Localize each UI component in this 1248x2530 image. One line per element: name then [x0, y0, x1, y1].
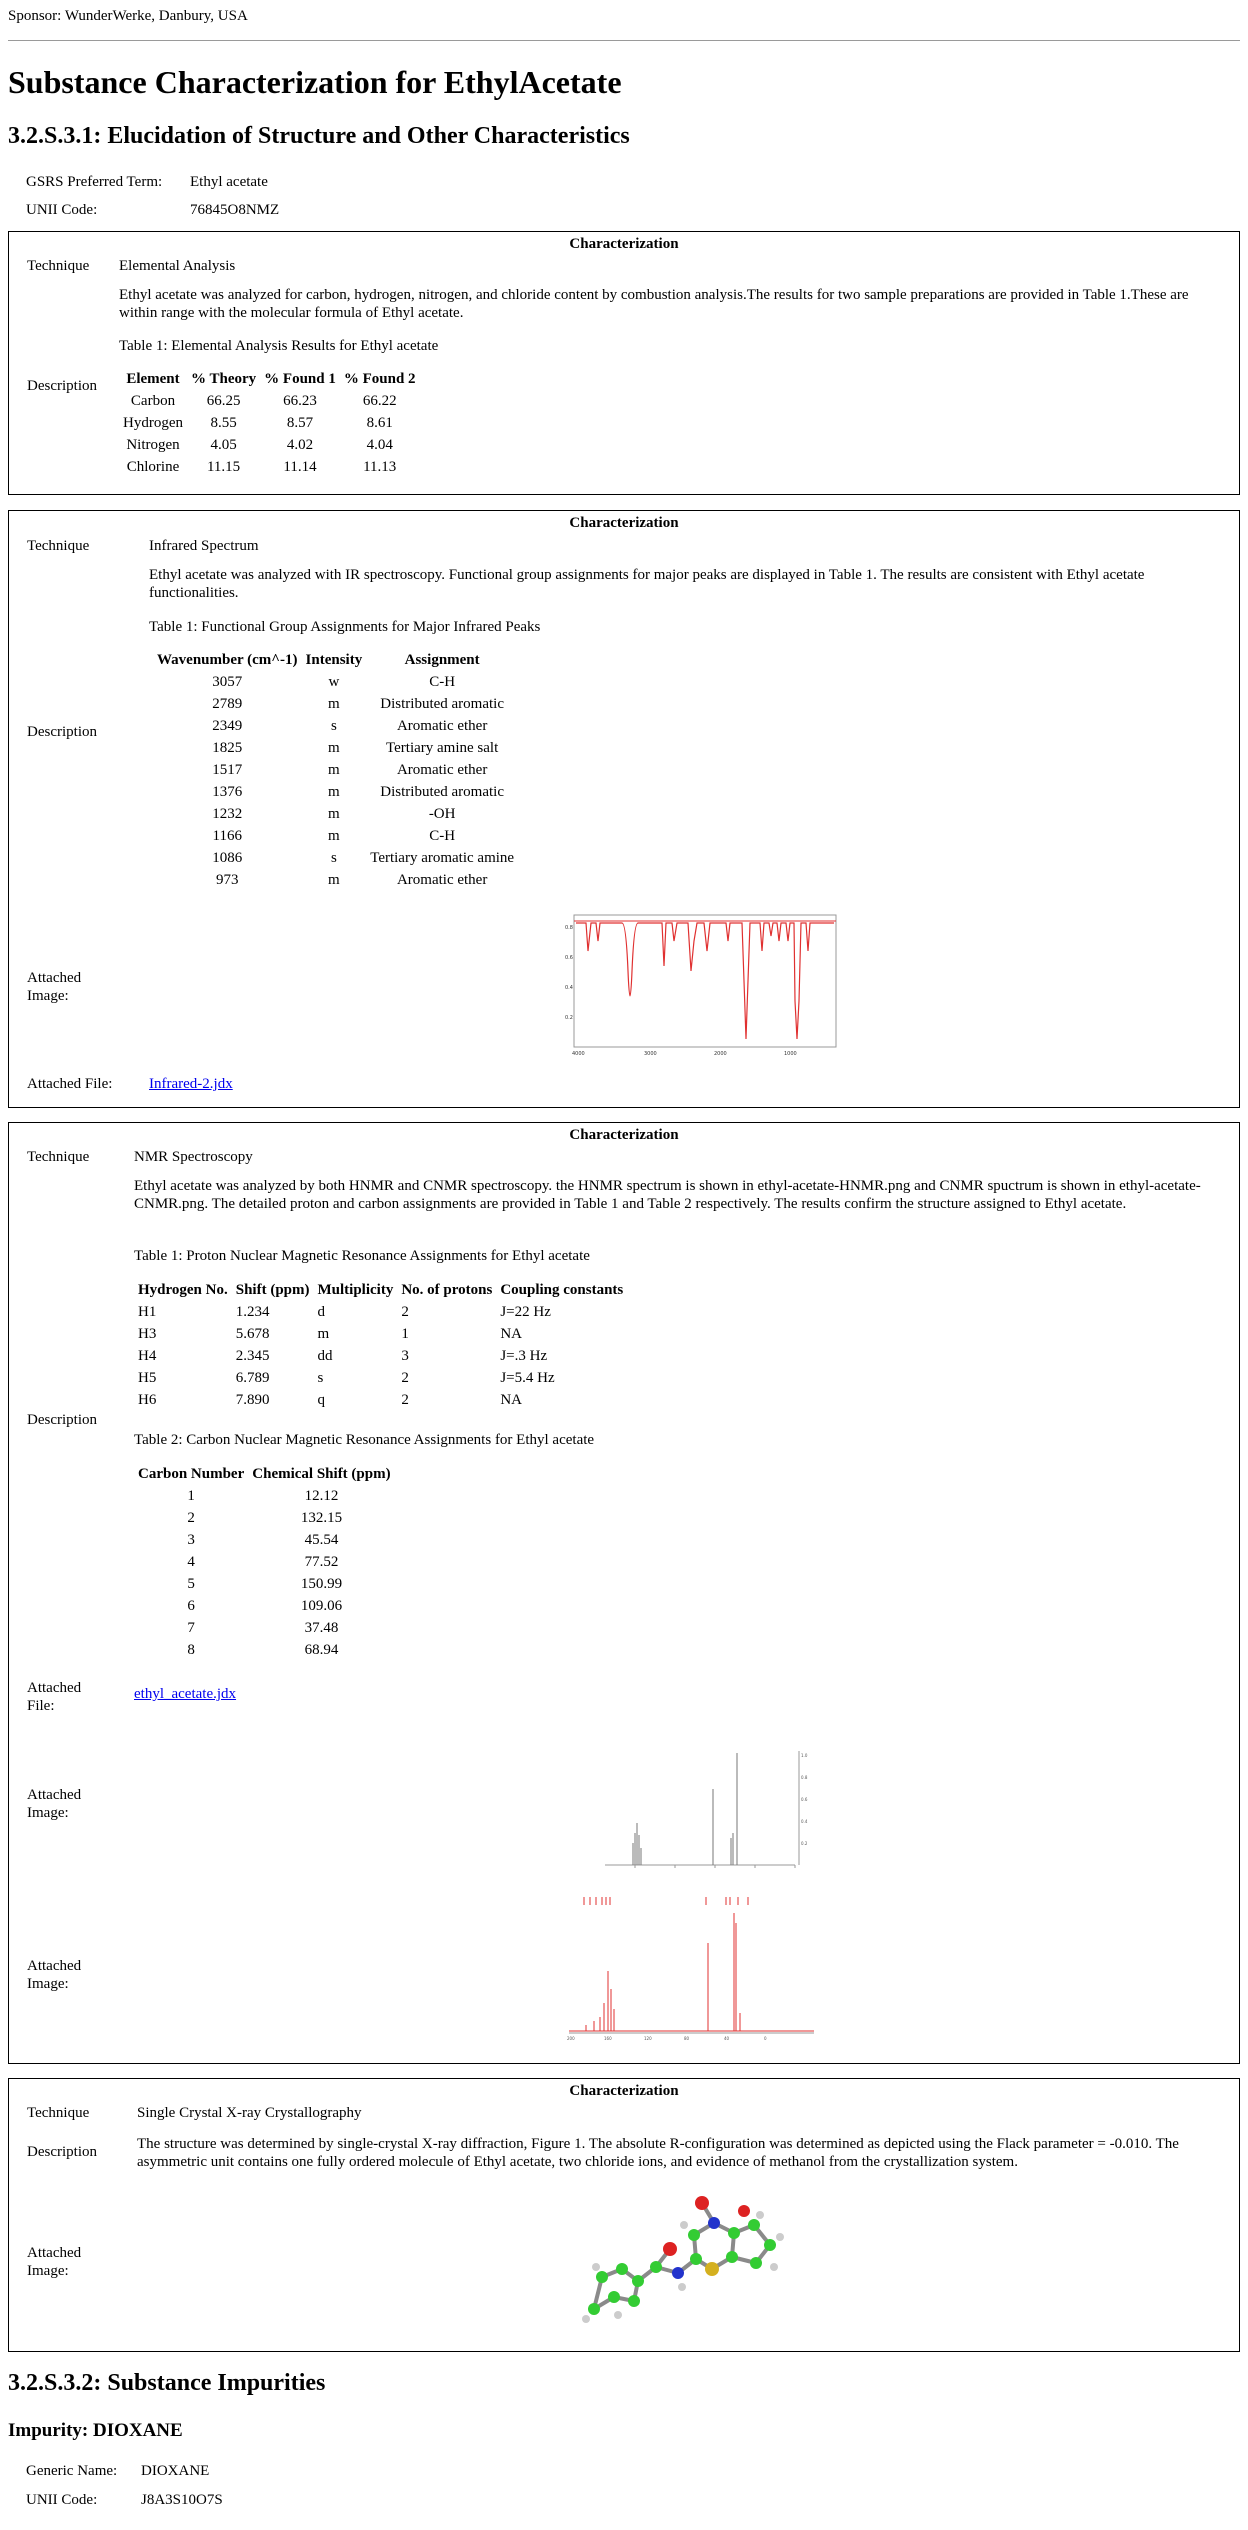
sponsor-line: Sponsor: WunderWerke, Danbury, USA	[8, 8, 248, 24]
column-header: % Found 1	[264, 370, 336, 387]
table-cell: m	[317, 1325, 330, 1342]
svg-text:0.2: 0.2	[801, 1841, 808, 1846]
table-cell: Chlorine	[126, 458, 180, 475]
table-cell: 2349	[212, 717, 243, 734]
table-row	[134, 1595, 395, 1617]
carbon-nmr-table	[134, 1463, 395, 1661]
svg-text:40: 40	[724, 2036, 730, 2041]
table-row	[153, 737, 518, 759]
technique-label: Technique	[27, 1149, 90, 1165]
table-row	[153, 847, 518, 869]
svg-text:160: 160	[604, 2036, 612, 2041]
svg-text:80: 80	[684, 2036, 690, 2041]
table-cell: m	[328, 805, 340, 822]
table-cell: H3	[138, 1325, 157, 1342]
table-cell: J=.3 Hz	[500, 1347, 548, 1364]
section-heading-impurities: 3.2.S.3.2: Substance Impurities	[8, 2370, 326, 2396]
description-label: Description	[27, 724, 97, 740]
table-cell: 1825	[212, 739, 243, 756]
technique-label: Technique	[27, 538, 90, 554]
description-label: Description	[27, 1412, 97, 1428]
column-header: Intensity	[305, 651, 363, 668]
characterization-title: Characterization	[569, 2083, 679, 2099]
table-cell: 1	[187, 1487, 195, 1504]
table-cell: 2.345	[235, 1347, 270, 1364]
table-cell: H1	[138, 1303, 157, 1320]
characterization-xray	[8, 2078, 1240, 2352]
technique-value: Infrared Spectrum	[149, 538, 259, 554]
table-cell: 4.02	[286, 436, 314, 453]
attached-image-label: Attached Image:	[27, 970, 82, 1004]
svg-text:1000: 1000	[784, 1051, 797, 1057]
table-cell: 1	[401, 1325, 409, 1342]
table-cell: 4.05	[210, 436, 237, 453]
attached-file-label: Attached File:	[27, 1680, 82, 1714]
table-header-row	[119, 368, 420, 390]
column-header: Element	[126, 370, 180, 387]
table-cell: 3	[401, 1347, 409, 1364]
table-cell: s	[330, 717, 337, 734]
table-row	[134, 1529, 395, 1551]
table-cell: dd	[317, 1347, 333, 1364]
table-row	[153, 781, 518, 803]
table-cell: m	[328, 827, 340, 844]
table-row	[153, 869, 518, 891]
table-cell: m	[328, 695, 340, 712]
technique-value: NMR Spectroscopy	[134, 1149, 253, 1165]
svg-text:0.4: 0.4	[801, 1819, 808, 1824]
header-divider	[8, 40, 1240, 41]
table-cell: 1.234	[235, 1303, 270, 1320]
table-cell: 2	[187, 1509, 195, 1526]
table-cell: m	[328, 739, 340, 756]
attached-file-label: Attached File:	[27, 1076, 113, 1092]
table-row	[153, 803, 518, 825]
table-row	[119, 434, 420, 456]
description-text: Ethyl acetate was analyzed for carbon, hydrogen, nitrogen, and chloride content by combustion analysis.The results for two sample preparations are provided in Table 1.These are within range with the molecular formula of Ethyl acetate.	[119, 287, 1189, 321]
table-cell: 66.25	[206, 392, 241, 409]
table-row	[119, 390, 420, 412]
table-cell: 5.678	[235, 1325, 270, 1342]
column-header: % Theory	[191, 370, 257, 387]
infrared-spectrum-image	[564, 911, 839, 1061]
impurity-title: Impurity: DIOXANE	[8, 2420, 183, 2441]
table-cell: 11.15	[206, 458, 241, 475]
generic-name-value: DIOXANE	[141, 2463, 210, 2479]
table-cell: 3057	[212, 673, 243, 690]
table-cell: 109.06	[300, 1597, 343, 1614]
table-cell: 12.12	[304, 1487, 339, 1504]
attached-image-label: Attached Image:	[27, 1958, 82, 1992]
description-text: The structure was determined by single-crystal X-ray diffraction, Figure 1. The absolute R-configuration was determined as depicted using the Flack parameter = -0.010. The asymmetric unit contains one fully ordered molecule of Ethyl acetate, two chloride ions, and evidence of methanol from the crystallization system.	[137, 2136, 1179, 2170]
table-row	[119, 456, 420, 478]
svg-text:0.8: 0.8	[801, 1775, 808, 1780]
section-heading-elucidation: 3.2.S.3.1: Elucidation of Structure and Other Characteristics	[8, 123, 630, 149]
table-cell: 4.04	[366, 436, 393, 453]
table-cell: d	[317, 1303, 325, 1320]
table-cell: -OH	[428, 805, 456, 822]
table-cell: Tertiary aromatic amine	[370, 849, 515, 866]
table-row	[134, 1301, 627, 1323]
table-cell: 1517	[212, 761, 243, 778]
table-cell: J=22 Hz	[500, 1303, 551, 1320]
table-cell: 2	[401, 1391, 409, 1408]
table-row	[134, 1507, 395, 1529]
infrared-file-link[interactable]: Infrared-2.jdx	[149, 1076, 233, 1092]
svg-text:200: 200	[567, 2036, 575, 2041]
table-cell: w	[328, 673, 340, 690]
table-row	[153, 715, 518, 737]
unii-value: 76845O8NMZ	[190, 202, 280, 218]
table-cell: 1232	[212, 805, 243, 822]
table-row	[153, 671, 518, 693]
table-cell: NA	[500, 1391, 522, 1408]
generic-name-label: Generic Name:	[26, 2463, 118, 2479]
svg-text:4000: 4000	[572, 1051, 585, 1057]
gsrs-label: GSRS Preferred Term:	[26, 174, 163, 190]
table-cell: Nitrogen	[126, 436, 180, 453]
description-label: Description	[27, 378, 97, 394]
table-cell: J=5.4 Hz	[500, 1369, 555, 1386]
attached-image-label: Attached Image:	[27, 2245, 82, 2279]
table-cell: Carbon	[130, 392, 176, 409]
table-row	[134, 1573, 395, 1595]
table-cell: 11.13	[363, 458, 397, 475]
table-cell: 973	[216, 871, 239, 888]
characterization-elemental-analysis	[8, 231, 1240, 495]
column-header: Assignment	[404, 651, 480, 668]
unii-label: UNII Code:	[26, 2492, 98, 2508]
attached-image-label: Attached Image:	[27, 1787, 82, 1821]
svg-text:1.0: 1.0	[801, 1753, 808, 1758]
table-row	[119, 412, 420, 434]
description-text: Ethyl acetate was analyzed by both HNMR and CNMR spectroscopy. the HNMR spectrum is shown in ethyl-acetate-HNMR.png and CNMR spuctrum is shown in ethyl-acetate-CNMR.png. The detailed proton and carbon assignments are provided in Table 1 and Table 2 respectively. The results confirm the structure assigned to Ethyl acetate.	[134, 1178, 1201, 1212]
column-header: Hydrogen No.	[138, 1281, 228, 1298]
table-caption: Table 2: Carbon Nuclear Magnetic Resonance Assignments for Ethyl acetate	[134, 1432, 595, 1448]
table-row	[134, 1551, 395, 1573]
table-cell: 4	[187, 1553, 195, 1570]
table-cell: C-H	[429, 673, 456, 690]
elemental-analysis-table	[119, 368, 420, 478]
table-row	[134, 1485, 395, 1507]
table-cell: m	[328, 871, 340, 888]
svg-text:2000: 2000	[714, 1051, 727, 1057]
table-row	[153, 825, 518, 847]
table-caption: Table 1: Elemental Analysis Results for Ethyl acetate	[119, 338, 439, 354]
svg-text:0.6: 0.6	[565, 955, 573, 961]
table-cell: H6	[138, 1391, 157, 1408]
svg-text:120: 120	[644, 2036, 652, 2041]
column-header: % Found 2	[343, 370, 416, 387]
crystal-structure-image	[574, 2189, 804, 2339]
characterization-title: Characterization	[569, 236, 679, 252]
table-cell: 8.57	[286, 414, 314, 431]
table-cell: s	[330, 849, 337, 866]
technique-label: Technique	[27, 258, 90, 274]
table-cell: Aromatic ether	[396, 871, 488, 888]
column-header: Wavenumber (cm^-1)	[157, 651, 298, 668]
table-cell: 150.99	[300, 1575, 343, 1592]
hnmr-spectrum-image	[595, 1743, 815, 1883]
table-cell: Distributed aromatic	[380, 783, 504, 800]
table-cell: 5	[187, 1575, 195, 1592]
svg-text:0.2: 0.2	[565, 1015, 573, 1021]
table-cell: m	[328, 761, 340, 778]
table-cell: s	[317, 1369, 324, 1386]
table-cell: Distributed aromatic	[380, 695, 504, 712]
svg-text:0.6: 0.6	[801, 1797, 808, 1802]
svg-text:0.8: 0.8	[565, 925, 573, 931]
table-cell: q	[317, 1391, 325, 1408]
table-cell: H4	[138, 1347, 157, 1364]
technique-value: Single Crystal X-ray Crystallography	[137, 2105, 362, 2121]
technique-value: Elemental Analysis	[119, 258, 236, 274]
table-header-row	[134, 1279, 627, 1301]
unii-label: UNII Code:	[26, 202, 98, 218]
proton-nmr-table	[134, 1279, 627, 1411]
nmr-file-link[interactable]: ethyl_acetate.jdx	[134, 1686, 237, 1702]
table-row	[134, 1639, 395, 1661]
gsrs-value: Ethyl acetate	[190, 174, 268, 190]
table-row	[134, 1389, 627, 1411]
characterization-infrared	[8, 510, 1240, 1108]
table-caption: Table 1: Functional Group Assignments for Major Infrared Peaks	[149, 619, 541, 635]
column-header: Shift (ppm)	[235, 1281, 310, 1298]
table-cell: 66.22	[362, 392, 397, 409]
table-cell: 1086	[212, 849, 243, 866]
table-cell: 11.14	[283, 458, 317, 475]
table-cell: 2	[401, 1303, 409, 1320]
table-header-row	[134, 1463, 395, 1485]
column-header: Multiplicity	[317, 1281, 394, 1298]
table-cell: 7	[187, 1619, 195, 1636]
table-row	[134, 1345, 627, 1367]
table-row	[134, 1323, 627, 1345]
table-cell: 2789	[212, 695, 243, 712]
table-cell: 45.54	[304, 1531, 339, 1548]
table-cell: Aromatic ether	[396, 717, 488, 734]
table-cell: NA	[500, 1325, 522, 1342]
column-header: No. of protons	[401, 1281, 493, 1298]
table-cell: 132.15	[300, 1509, 343, 1526]
column-header: Chemical Shift (ppm)	[252, 1465, 391, 1482]
table-row	[134, 1617, 395, 1639]
svg-text:0.4: 0.4	[565, 985, 573, 991]
table-caption: Table 1: Proton Nuclear Magnetic Resonance Assignments for Ethyl acetate	[134, 1248, 590, 1264]
table-cell: 77.52	[304, 1553, 339, 1570]
characterization-title: Characterization	[569, 515, 679, 531]
svg-text:3000: 3000	[644, 1051, 657, 1057]
table-cell: 8	[187, 1641, 195, 1658]
unii-value: J8A3S10O7S	[141, 2492, 223, 2508]
table-cell: 37.48	[304, 1619, 339, 1636]
table-cell: Tertiary amine salt	[386, 739, 499, 756]
table-cell: 1166	[212, 827, 242, 844]
table-row	[153, 759, 518, 781]
table-cell: 2	[401, 1369, 409, 1386]
table-cell: 8.55	[210, 414, 237, 431]
table-cell: H5	[138, 1369, 157, 1386]
table-cell: 3	[187, 1531, 195, 1548]
table-row	[134, 1367, 627, 1389]
cnmr-spectrum-image	[564, 1893, 824, 2043]
technique-label: Technique	[27, 2105, 90, 2121]
table-cell: Aromatic ether	[396, 761, 488, 778]
description-label: Description	[27, 2144, 97, 2160]
table-cell: m	[328, 783, 340, 800]
table-row	[153, 693, 518, 715]
table-cell: 8.61	[366, 414, 393, 431]
table-cell: Hydrogen	[123, 414, 183, 431]
table-cell: 66.23	[283, 392, 317, 409]
characterization-nmr	[8, 1122, 1240, 2064]
table-cell: 7.890	[235, 1391, 270, 1408]
description-text: Ethyl acetate was analyzed with IR spectroscopy. Functional group assignments for major peaks are displayed in Table 1. The results are consistent with Ethyl acetate functionalities.	[149, 567, 1145, 601]
svg-text:0: 0	[764, 2036, 767, 2041]
table-cell: 6.789	[235, 1369, 270, 1386]
characterization-title: Characterization	[569, 1127, 679, 1143]
table-cell: 68.94	[304, 1641, 339, 1658]
column-header: Coupling constants	[500, 1281, 624, 1298]
infrared-peaks-table	[153, 649, 518, 891]
table-header-row	[153, 649, 518, 671]
column-header: Carbon Number	[138, 1465, 245, 1482]
page-title: Substance Characterization for EthylAcetate	[8, 64, 622, 100]
table-cell: C-H	[429, 827, 456, 844]
table-cell: 6	[187, 1597, 195, 1614]
table-cell: 1376	[212, 783, 243, 800]
